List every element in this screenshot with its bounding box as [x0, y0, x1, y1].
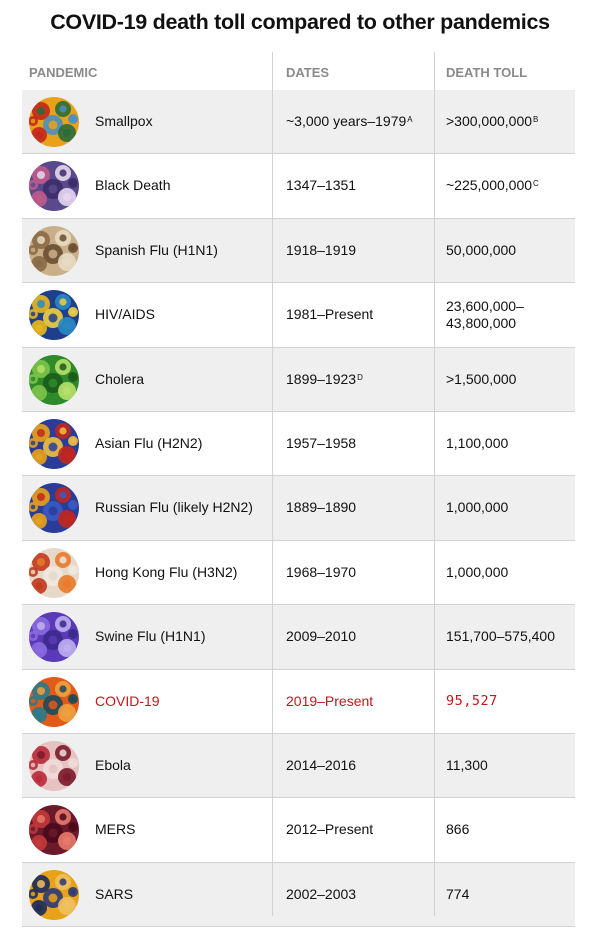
dates-text: 1899–1923: [286, 370, 357, 387]
table-header: [22, 52, 575, 90]
pandemic-name: COVID-19: [95, 692, 160, 709]
dates-text: 1981–Present: [286, 306, 374, 323]
death-toll: [446, 734, 571, 797]
death-toll-text: 50,000,000: [446, 241, 517, 258]
death-toll: [446, 476, 571, 539]
table-row: [22, 734, 575, 798]
pandemic-name: Asian Flu (H2N2): [95, 434, 203, 451]
pandemic-dates: [286, 863, 356, 926]
death-toll: [446, 798, 571, 861]
dates-text: 2014–2016: [286, 756, 357, 773]
column-header-death-toll: DEATH TOLL: [446, 65, 528, 80]
pandemic-dates: [286, 283, 373, 346]
pandemic-dates: [286, 412, 356, 475]
table-row: [22, 154, 575, 218]
coronavirus-icon: [29, 677, 79, 727]
table-row: [22, 219, 575, 283]
dates-text: 2019–Present: [286, 692, 374, 709]
death-toll: [446, 412, 571, 475]
russian-flu-virus-icon: [29, 483, 79, 533]
pandemic-dates: [286, 348, 363, 411]
swine-flu-virus-icon: [29, 612, 79, 662]
pandemic-name: Hong Kong Flu (H3N2): [95, 563, 238, 580]
asian-flu-virus-icon: [29, 419, 79, 469]
pandemic-dates: [286, 605, 356, 668]
pandemic-table: [22, 52, 575, 927]
death-toll: [446, 348, 571, 411]
pandemic-name: Swine Flu (H1N1): [95, 628, 206, 645]
death-toll: [446, 670, 571, 733]
table-row: [22, 798, 575, 862]
dates-text: 1347–1351: [286, 177, 357, 194]
death-toll: [446, 863, 571, 926]
death-toll: [446, 219, 571, 282]
death-toll: [446, 154, 571, 217]
pandemic-name: Ebola: [95, 756, 131, 773]
cholera-bacteria-icon: [29, 355, 79, 405]
pandemic-name: Cholera: [95, 370, 145, 387]
column-divider: [272, 52, 273, 916]
table-row: [22, 412, 575, 476]
table-row: [22, 541, 575, 605]
pandemic-dates: [286, 476, 356, 539]
death-toll-text: 95,527: [446, 692, 498, 709]
table-row: [22, 670, 575, 734]
plague-bacteria-icon: [29, 161, 79, 211]
death-toll-text: >300,000,000: [446, 113, 533, 129]
footnote-marker: C: [533, 179, 539, 189]
pandemic-dates: [286, 541, 356, 604]
pandemic-name: Russian Flu (likely H2N2): [95, 499, 253, 516]
column-header-pandemic: PANDEMIC: [29, 65, 98, 80]
death-toll-text: ~225,000,000: [446, 177, 533, 194]
hong-kong-flu-virus-icon: [29, 548, 79, 598]
pandemic-name: SARS: [95, 885, 134, 902]
death-toll: [446, 283, 571, 346]
death-toll: [446, 541, 571, 604]
death-toll-text: 1,100,000: [446, 434, 509, 451]
dates-text: 2002–2003: [286, 885, 357, 902]
table-row: [22, 90, 575, 154]
table-body: [22, 90, 575, 927]
smallpox-virus-icon: [29, 97, 79, 147]
footnote-marker: A: [407, 115, 413, 124]
mers-virus-icon: [29, 805, 79, 855]
dates-text: ~3,000 years–1979: [286, 113, 407, 129]
footnote-marker: B: [533, 115, 539, 124]
pandemic-name: Black Death: [95, 177, 171, 194]
dates-text: 2012–Present: [286, 821, 374, 838]
dates-text: 1889–1890: [286, 499, 357, 516]
dates-text: 1968–1970: [286, 563, 357, 580]
table-row: [22, 605, 575, 669]
dates-text: 2009–2010: [286, 628, 357, 645]
death-toll-text: 774: [446, 885, 470, 902]
death-toll-text: 1,000,000: [446, 563, 509, 580]
death-toll: [446, 605, 571, 668]
column-header-dates: DATES: [286, 65, 330, 80]
death-toll-text: 11,300: [446, 756, 488, 773]
table-row: [22, 283, 575, 347]
page-title: COVID-19 death toll compared to other pandemics: [50, 10, 550, 34]
footnote-marker: D: [357, 372, 363, 382]
death-toll-text: >1,500,000: [446, 370, 517, 387]
ebola-virus-icon: [29, 741, 79, 791]
sars-virus-icon: [29, 870, 79, 920]
death-toll: [446, 90, 571, 153]
death-toll-text: 23,600,000– 43,800,000: [446, 297, 524, 331]
pandemic-name: HIV/AIDS: [95, 306, 155, 323]
dates-text: 1918–1919: [286, 241, 357, 258]
death-toll-text: 1,000,000: [446, 499, 509, 516]
spanish-flu-virus-icon: [29, 226, 79, 276]
table-row: [22, 348, 575, 412]
death-toll-text: 866: [446, 821, 470, 838]
pandemic-dates: [286, 219, 356, 282]
hiv-virus-icon: [29, 290, 79, 340]
pandemic-name: MERS: [95, 821, 136, 838]
pandemic-dates: [286, 798, 373, 861]
pandemic-dates: [286, 734, 356, 797]
pandemic-name: Smallpox: [95, 113, 153, 129]
death-toll-text: 151,700–575,400: [446, 628, 555, 645]
pandemic-dates: [286, 90, 413, 153]
table-row: [22, 476, 575, 540]
pandemic-name: Spanish Flu (H1N1): [95, 241, 218, 258]
pandemic-dates: [286, 670, 373, 733]
column-divider: [434, 52, 435, 916]
table-row: [22, 863, 575, 927]
pandemic-dates: [286, 154, 356, 217]
dates-text: 1957–1958: [286, 434, 357, 451]
